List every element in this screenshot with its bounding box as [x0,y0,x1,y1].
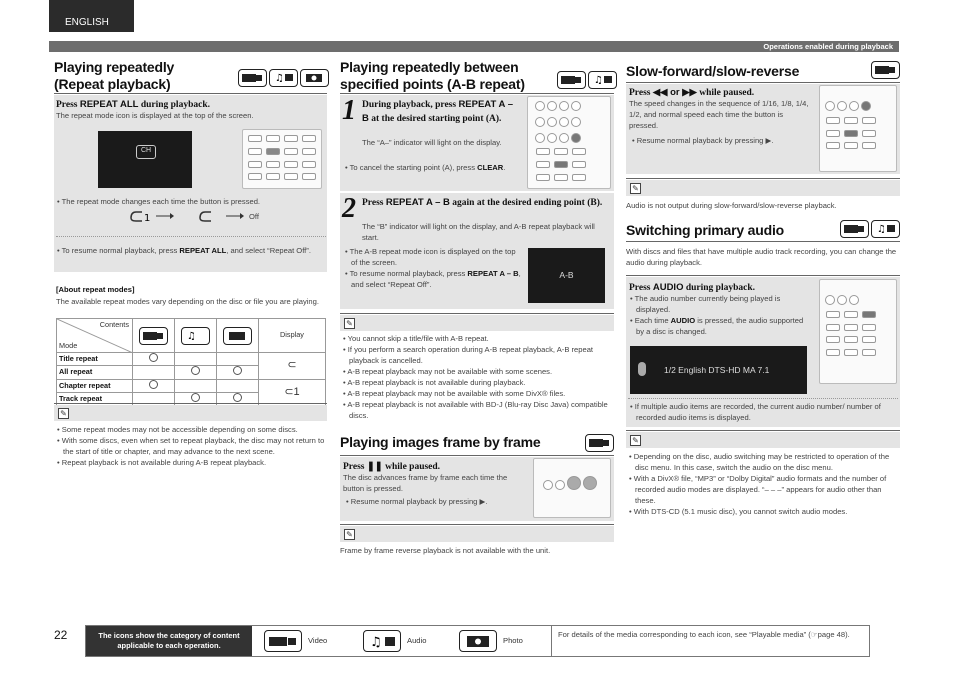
tv-screen: A-B [528,248,605,303]
media-icons [869,61,900,79]
frame-desc: The disc advances frame by frame each time the button is pressed. [343,473,508,493]
video-icon [264,630,302,652]
legend-caption: The icons show the category of content applicable to each operation. [86,626,252,656]
remote-illustration [242,129,322,189]
svg-text:♫: ♫ [187,330,196,342]
language-tab: ENGLISH [49,0,134,32]
photo-icon [223,327,252,345]
slow-instruction: Press ◀◀ or ▶▶ while paused. [629,87,755,98]
remote-illustration [527,96,611,189]
svg-text:♫: ♫ [594,75,603,86]
audio-bullets: • The audio number currently being played is displayed. • Each time AUDIO is pressed, the audio supported by a disc is changed. [629,293,809,337]
section-title-repeat: Playing repeatedly (Repeat playback) [54,59,175,92]
section-title-ab-repeat: Playing repeatedly between specified points (A-B repeat) [340,59,525,92]
operations-banner: Operations enabled during playback [49,41,899,52]
frame-instruction: Press ❚❚ while paused. [343,461,441,472]
section-title-audio: Switching primary audio [626,222,784,238]
svg-text:♫: ♫ [877,224,886,235]
audio-icon [269,69,298,87]
audio-icon [588,71,617,89]
video-icon [238,69,267,87]
bullet: • The repeat mode changes each time the button is pressed. [56,196,326,207]
remote-illustration [533,458,611,518]
about-title: [About repeat modes] [56,285,135,294]
svg-text:♫: ♫ [275,73,284,84]
video-icon [585,434,614,452]
repeat-modes-table: Contents Mode ♫ Display Title repeat ⊂ All repeat Chapter repeat ⊂1 Track repeat [56,318,326,406]
svg-text:♫: ♫ [370,635,382,650]
press-instruction: Press REPEAT ALL during playback. [56,99,210,110]
audio-instruction: Press AUDIO during playback. [629,282,756,293]
photo-legend: Photo [457,630,523,652]
audio-icon [871,220,900,238]
video-legend: Video [262,630,327,652]
video-icon [557,71,586,89]
notes-list: • Depending on the disc, audio switching may be restricted to operation of the disc menu. In this case, switch the audio on the disc menu. • With a DivX® file, “MP3” or “Dolby Digital” audio formats and the number of recorded audio modes are displayed. “– – –” appears for audio other than these. • With DTS-CD (5.1 music disc), you cannot switch audio modes. [628,451,900,517]
media-icons [236,69,329,87]
step2-instruction: Press REPEAT A – B again at the desired ending point (B). [362,197,603,208]
legend-details: For details of the media corresponding to each icon, see “Playable media” (☞page 48). [558,630,850,639]
step1-desc: The “A–” indicator will light on the display. [362,138,502,147]
bullet: • Resume normal playback by pressing ▶. [631,135,814,146]
bullet: • To cancel the starting point (A), press CLEAR. [344,162,520,173]
press-description: The repeat mode icon is displayed at the top of the screen. [56,111,254,120]
audio-icon [363,630,401,652]
slow-desc: The speed changes in the sequence of 1/16, 1/8, 1/4, 1/2, and normal speed each time the button is pressed. [629,99,809,130]
note-icon: ✎ [58,408,69,419]
remote-illustration [819,279,897,384]
repeat-chapter-icon: CH [136,145,156,159]
frame-note: Frame by frame reverse playback is not available with the unit. [340,546,551,555]
section-title-slow: Slow-forward/slow-reverse [626,63,800,79]
about-desc: The available repeat modes vary depending on the disc or file you are playing. [56,297,319,306]
step2-desc: The “B” indicator will light on the display, and A-B repeat playback will start. [362,222,595,242]
note-icon: ✎ [344,529,355,540]
note-icon: ✎ [630,183,641,194]
tv-screen [98,131,192,188]
media-icons [583,434,614,452]
photo-icon [300,69,329,87]
icon-legend [85,625,870,657]
photo-icon [459,630,497,652]
video-icon [871,61,900,79]
notes-list: • Some repeat modes may not be accessible depending on some discs. • With some discs, even when set to repeat playback, the disc may not return to the start of title or chapter, and may advance to the next scene. • Repeat playback is not available during A-B repeat playback. [56,424,328,468]
bullet: • Resume normal playback by pressing ▶. [345,496,527,507]
audio-disc-icon [638,362,646,376]
slow-note: Audio is not output during slow-forward/slow-reverse playback. [626,201,837,210]
note-icon: ✎ [344,318,355,329]
note-icon: ✎ [630,435,641,446]
step-number: 2 [342,193,356,224]
bullet: • To resume normal playback, press REPEAT ALL, and select “Repeat Off”. [56,245,326,256]
section-title-frame: Playing images frame by frame [340,434,541,450]
audio-icon [181,327,210,345]
media-icons [555,71,617,89]
media-icons [838,220,900,238]
repeat-off-label: Off [249,212,259,221]
tv-screen: 1/2 English DTS-HD MA 7.1 [630,346,807,394]
bullet: • If multiple audio items are recorded, the current audio number/ number of recorded audio items is displayed. [629,401,899,423]
audio-legend: ♫ Audio [361,630,426,652]
step2-bullets: • The A-B repeat mode icon is displayed on the top of the screen. • To resume normal playback, press REPEAT A – B, and select “Repeat Off”. [344,246,522,290]
page-number: 22 [54,628,68,642]
audio-desc: With discs and files that have multiple audio track recording, you can change the audio during playback. [626,247,897,267]
video-icon [139,327,168,345]
repeat-cycle [128,209,288,223]
notes-list: • You cannot skip a title/file with A-B repeat. • If you perform a search operation during A-B repeat playback, A-B repeat playback is cancelled. • A-B repeat playback may not be available with some scenes. • A-B repeat playback is not available during playback. • A-B repeat playback may not be available with some DivX® files. • A-B repeat playback is not available with BD-J (Blu-ray Disc Java) compatible discs. [342,333,614,421]
remote-illustration [819,85,897,172]
svg-text:1: 1 [144,213,151,223]
video-icon [840,220,869,238]
step-number: 1 [342,95,356,126]
step1-instruction: During playback, press REPEAT A – B at the desired starting point (A). [362,99,513,125]
